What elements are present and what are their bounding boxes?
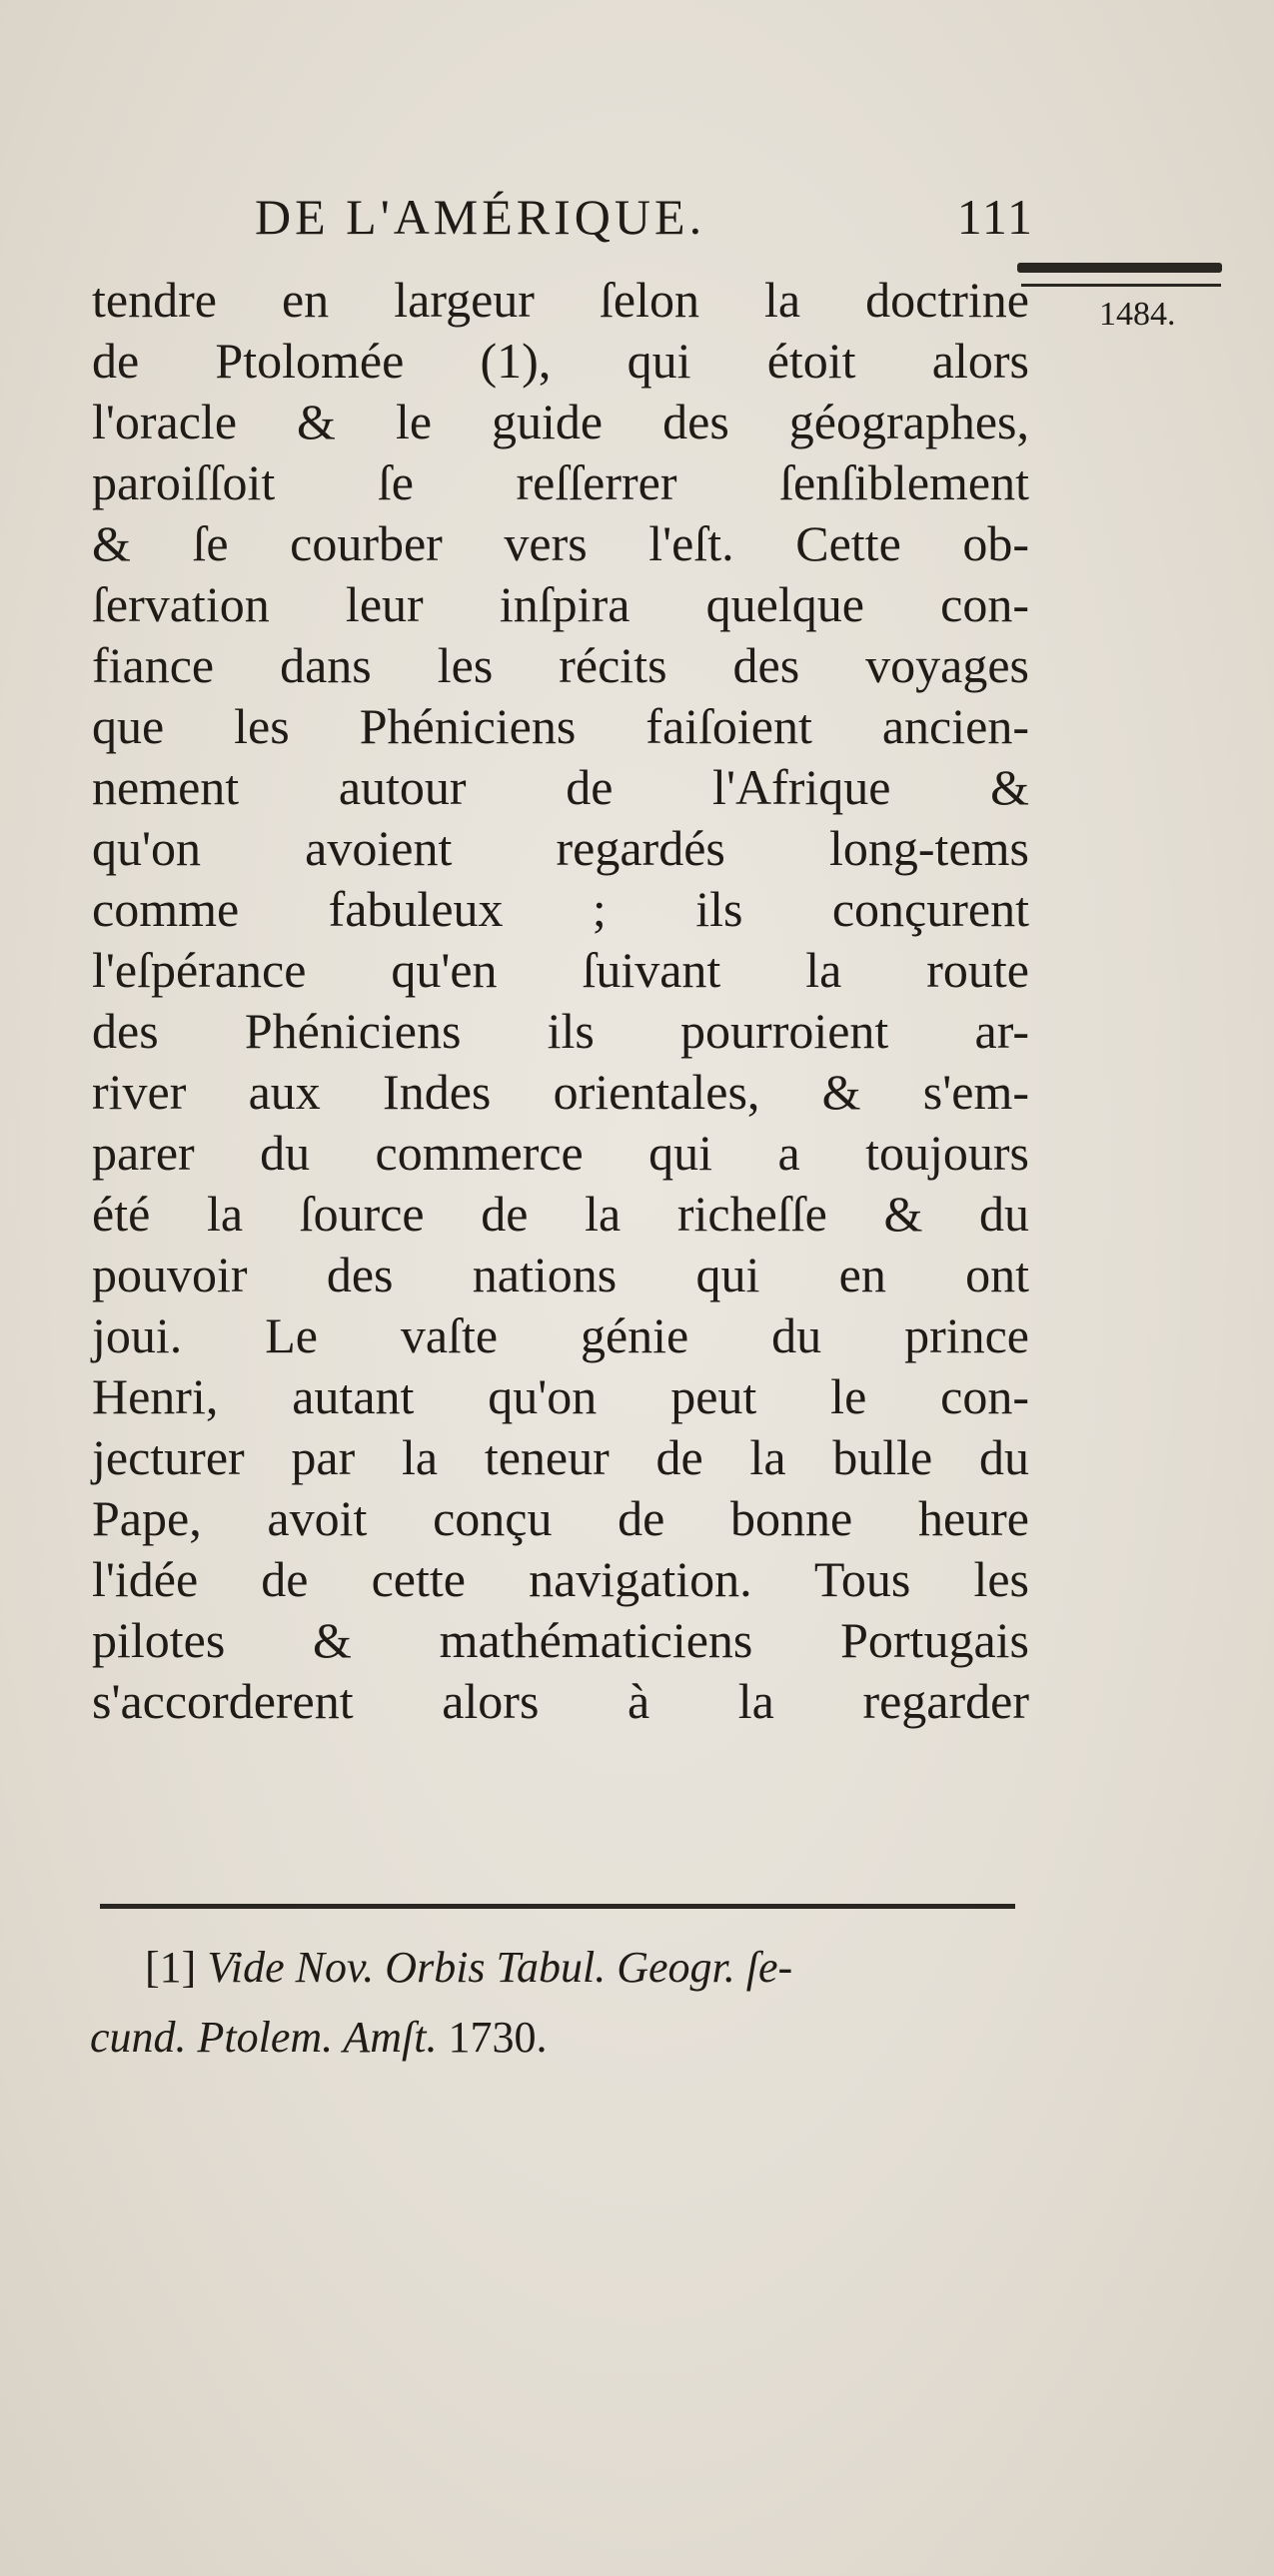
text-line: jecturer par la teneur de la bulle du <box>92 1429 1029 1485</box>
running-head-title: DE L'AMÉRIQUE. <box>255 189 706 245</box>
text-line: de Ptolomée (1), qui étoit alors <box>92 333 1029 389</box>
footnote <box>90 1933 1039 2073</box>
text-line: river aux Indes orientales, & s'em- <box>92 1064 1029 1120</box>
text-line: ſervation leur inſpira quelque con- <box>92 576 1029 632</box>
text-line: l'eſpérance qu'en ſuivant la route <box>92 942 1029 998</box>
text-line: joui. Le vaſte génie du prince <box>92 1307 1029 1363</box>
text-line: paroiſſoit ſe reſſerrer ſenſiblement <box>92 454 1029 510</box>
text-line: tendre en largeur ſelon la doctrine <box>92 272 1029 328</box>
text-line: nement autour de l'Afrique & <box>92 759 1029 815</box>
footnote-year: 1730. <box>448 2013 548 2062</box>
text-line: comme fabuleux ; ils conçurent <box>92 881 1029 937</box>
text-line: des Phéniciens ils pourroient ar- <box>92 1003 1029 1059</box>
text-line: l'idée de cette navigation. Tous les <box>92 1551 1029 1607</box>
footnote-reference-cont: cund. Ptolem. Amſt. <box>90 2013 438 2062</box>
text-line: l'oracle & le guide des géographes, <box>92 394 1029 449</box>
text-line: & ſe courber vers l'eſt. Cette ob- <box>92 515 1029 571</box>
footnote-reference: Vide Nov. Orbis Tabul. Geogr. ſe- <box>207 1943 793 1992</box>
text-line: pouvoir des nations qui en ont <box>92 1247 1029 1302</box>
footnote-line-1 <box>145 1933 1039 2003</box>
text-line: été la ſource de la richeſſe & du <box>92 1186 1029 1242</box>
footnote-line-2 <box>90 2003 1039 2073</box>
text-line: s'accorderent alors à la regarder <box>92 1673 1029 1729</box>
running-head <box>255 188 1034 252</box>
text-line: qu'on avoient regardés long-tems <box>92 820 1029 876</box>
footnote-rule <box>100 1904 1015 1909</box>
text-line: fiance dans les récits des voyages <box>92 637 1029 693</box>
margin-year-note: 1484. <box>1099 296 1176 333</box>
body-text <box>92 270 1029 1732</box>
text-line: que les Phéniciens faiſoient ancien- <box>92 698 1029 754</box>
footnote-marker: [1] <box>145 1943 197 1992</box>
page-number: 111 <box>956 189 1034 245</box>
text-line: Pape, avoit conçu de bonne heure <box>92 1490 1029 1546</box>
text-line: parer du commerce qui a toujours <box>92 1125 1029 1181</box>
margin-rule-thick <box>1017 263 1222 273</box>
margin-rule-thin <box>1021 284 1221 287</box>
text-line: Henri, autant qu'on peut le con- <box>92 1368 1029 1424</box>
text-line: pilotes & mathématiciens Portugais <box>92 1612 1029 1668</box>
